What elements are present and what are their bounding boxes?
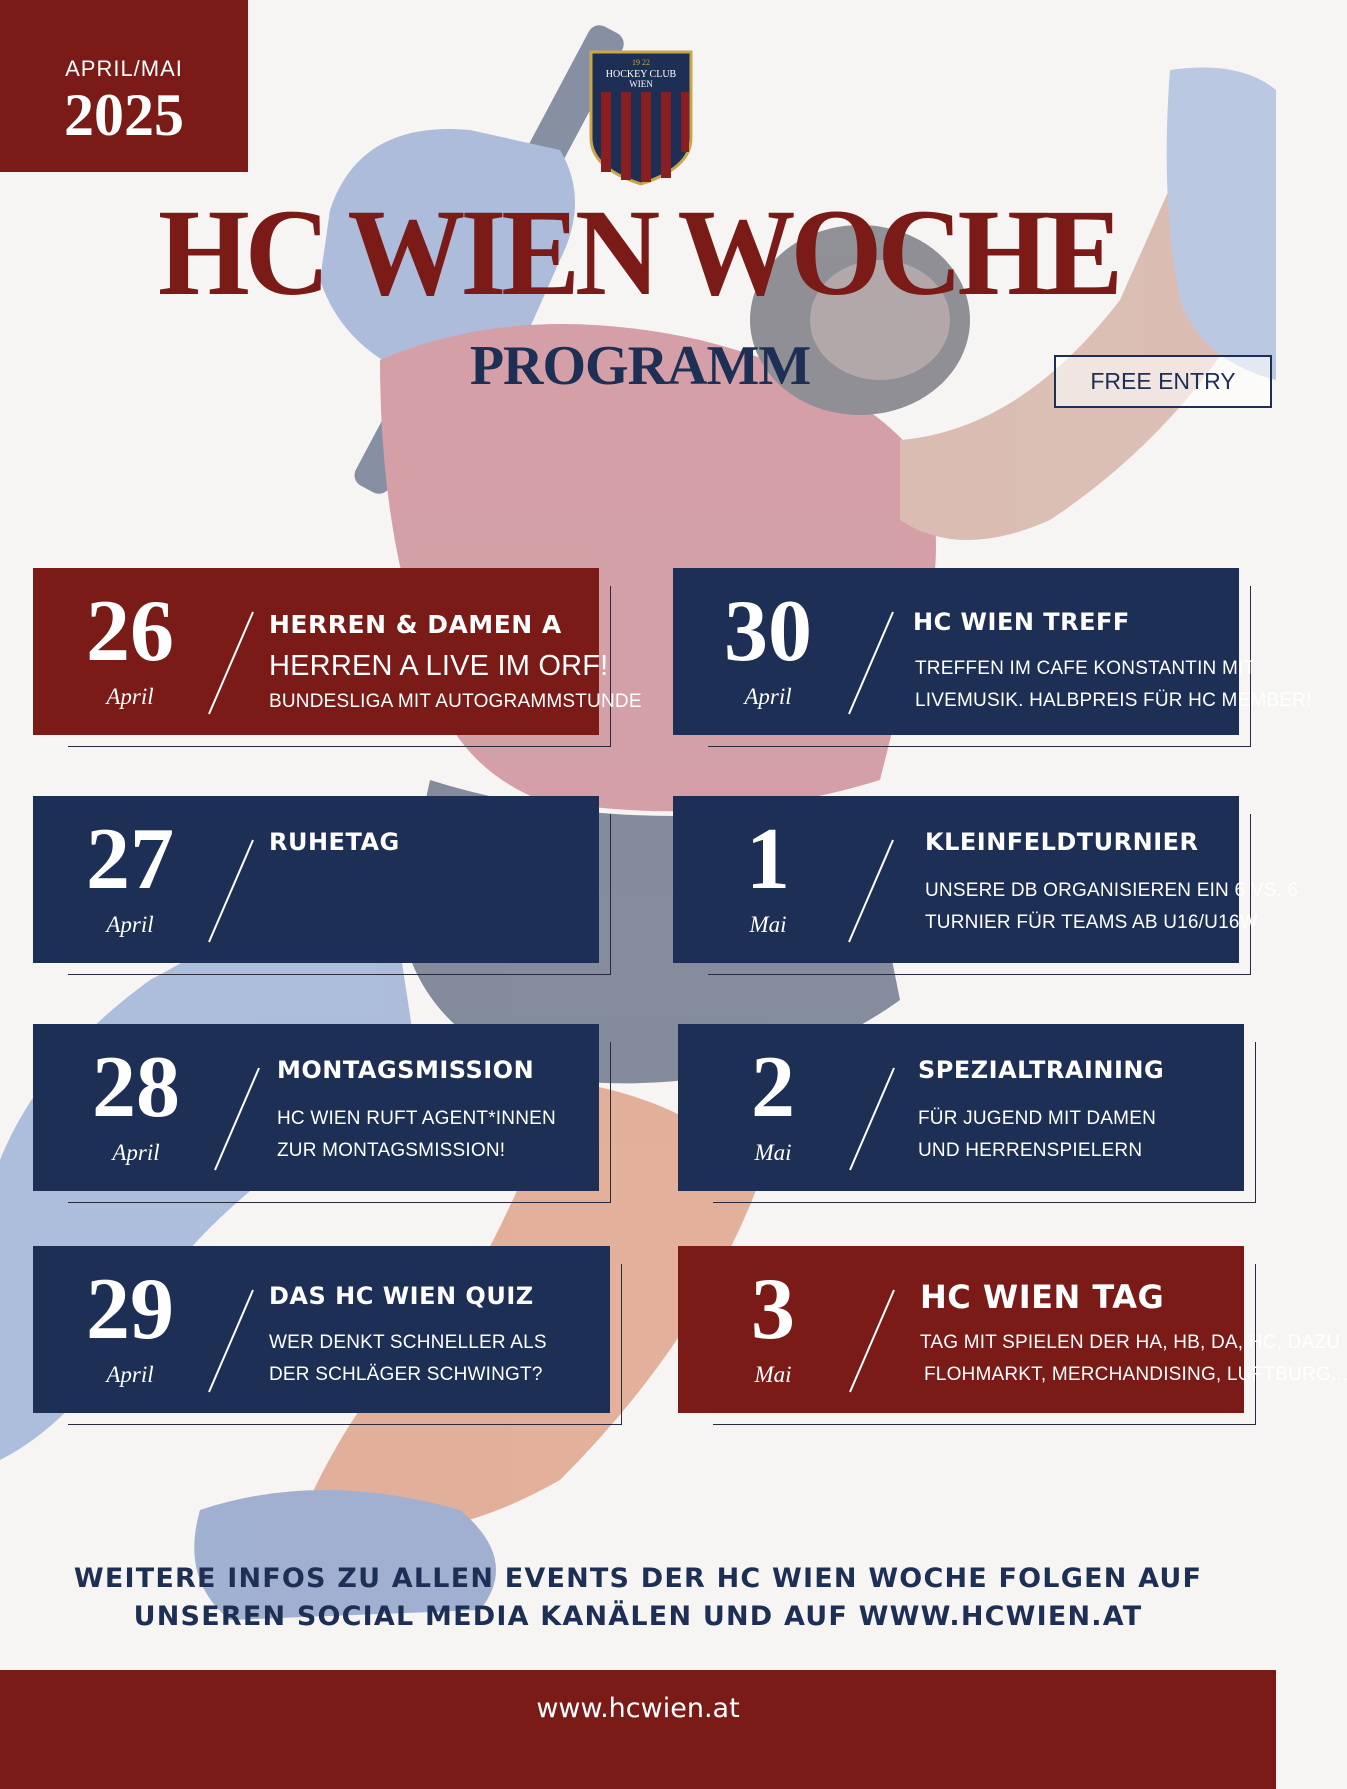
event-card-2-mai (678, 1024, 1244, 1191)
event-card-body (33, 796, 599, 963)
more-info-line-2: UNSEREN SOCIAL MEDIA KANÄLEN UND AUF WWW.HCWIEN.AT (133, 1601, 1143, 1632)
event-title: KLEINFELDTURNIER (925, 828, 1199, 856)
event-title: DAS HC WIEN QUIZ (269, 1282, 534, 1310)
event-line-2: ZUR MONTAGSMISSION! (277, 1140, 506, 1161)
event-line-2: FLOHMARKT, MERCHANDISING, LUFTBURG... (924, 1364, 1347, 1385)
event-card-body (33, 1024, 599, 1191)
event-day: 3 (751, 1261, 795, 1358)
divider-slash (842, 1286, 902, 1396)
event-card-28-april (33, 1024, 599, 1191)
event-card-body (673, 568, 1312, 735)
event-title: SPEZIALTRAINING (918, 1056, 1165, 1084)
event-line-1: HC WIEN RUFT AGENT*INNEN (277, 1108, 556, 1129)
event-month: April (106, 912, 154, 937)
event-day: 30 (724, 583, 812, 680)
more-info-note (0, 1560, 1276, 1636)
event-line-2: DER SCHLÄGER SCHWINGT? (269, 1364, 543, 1385)
event-title: HC WIEN TAG (920, 1278, 1165, 1316)
date-range-badge (0, 0, 248, 172)
event-line-1: UNSERE DB ORGANISIEREN EIN 6 VS. 6 (925, 880, 1299, 901)
event-line-1: WER DENKT SCHNELLER ALS (269, 1332, 547, 1353)
divider-slash (207, 1064, 267, 1174)
free-entry-badge: FREE ENTRY (1054, 355, 1272, 408)
event-day: 27 (86, 811, 174, 908)
event-day: 28 (92, 1039, 180, 1136)
divider-slash (201, 1286, 261, 1396)
event-title: RUHETAG (269, 828, 400, 856)
divider-slash (841, 836, 901, 946)
event-title: MONTAGSMISSION (277, 1056, 535, 1084)
event-card-30-april (673, 568, 1312, 735)
event-month: Mai (749, 912, 787, 937)
months-label: APRIL/MAI (65, 56, 183, 81)
event-line-2: UND HERRENSPIELERN (918, 1140, 1143, 1161)
event-month: April (744, 684, 792, 709)
event-day: 1 (746, 811, 790, 908)
event-card-29-april (33, 1246, 610, 1413)
divider-slash (841, 608, 901, 718)
event-month: April (106, 1362, 154, 1387)
event-card-body (33, 1246, 610, 1413)
event-line-2: LIVEMUSIK. HALBPREIS FÜR HC MEMBER! (915, 690, 1312, 711)
event-month: Mai (754, 1362, 792, 1387)
event-month: Mai (754, 1140, 792, 1165)
hockey-club-crest-logo (587, 48, 695, 188)
event-line-1: TAG MIT SPIELEN DER HA, HB, DA, HC, DAZU (920, 1332, 1341, 1353)
event-title: HERREN & DAMEN A (269, 610, 562, 639)
divider-slash (201, 836, 261, 946)
event-card-1-mai (673, 796, 1299, 963)
event-month: April (112, 1140, 160, 1165)
event-line-1: FÜR JUGEND MIT DAMEN (918, 1108, 1156, 1129)
event-line-2: BUNDESLIGA MIT AUTOGRAMMSTUNDE (269, 691, 642, 712)
event-card-3-mai (678, 1246, 1347, 1413)
page-title: HC WIEN WOCHE (157, 183, 1119, 322)
event-day: 29 (86, 1261, 174, 1358)
event-card-body (678, 1246, 1347, 1413)
divider-slash (842, 1064, 902, 1174)
website-link[interactable]: www.hcwien.at (536, 1693, 740, 1724)
event-day: 26 (86, 583, 174, 680)
crest-year-text: 19 22 (632, 58, 650, 67)
more-info-line-1: WEITERE INFOS ZU ALLEN EVENTS DER HC WIEN WOCHE FOLGEN AUF (73, 1563, 1203, 1594)
footer-bar (0, 1670, 1276, 1789)
page-subtitle: PROGRAMM (469, 335, 811, 397)
event-day: 2 (751, 1039, 795, 1136)
divider-slash (201, 608, 261, 718)
event-line-1: HERREN A LIVE IM ORF! (269, 650, 609, 682)
crest-sub-text: WIEN (629, 79, 653, 89)
event-card-body (33, 568, 642, 735)
crest-main-text: HOCKEY CLUB (605, 69, 677, 80)
event-title: HC WIEN TREFF (913, 608, 1130, 636)
event-card-27-april (33, 796, 599, 963)
event-line-2: TURNIER FÜR TEAMS AB U16/U16W (925, 912, 1258, 933)
event-card-body (678, 1024, 1244, 1191)
event-card-body (673, 796, 1299, 963)
year-label: 2025 (64, 82, 184, 148)
event-month: April (106, 684, 154, 709)
event-card-26-april (33, 568, 642, 735)
event-line-1: TREFFEN IM CAFE KONSTANTIN MIT (915, 658, 1256, 679)
